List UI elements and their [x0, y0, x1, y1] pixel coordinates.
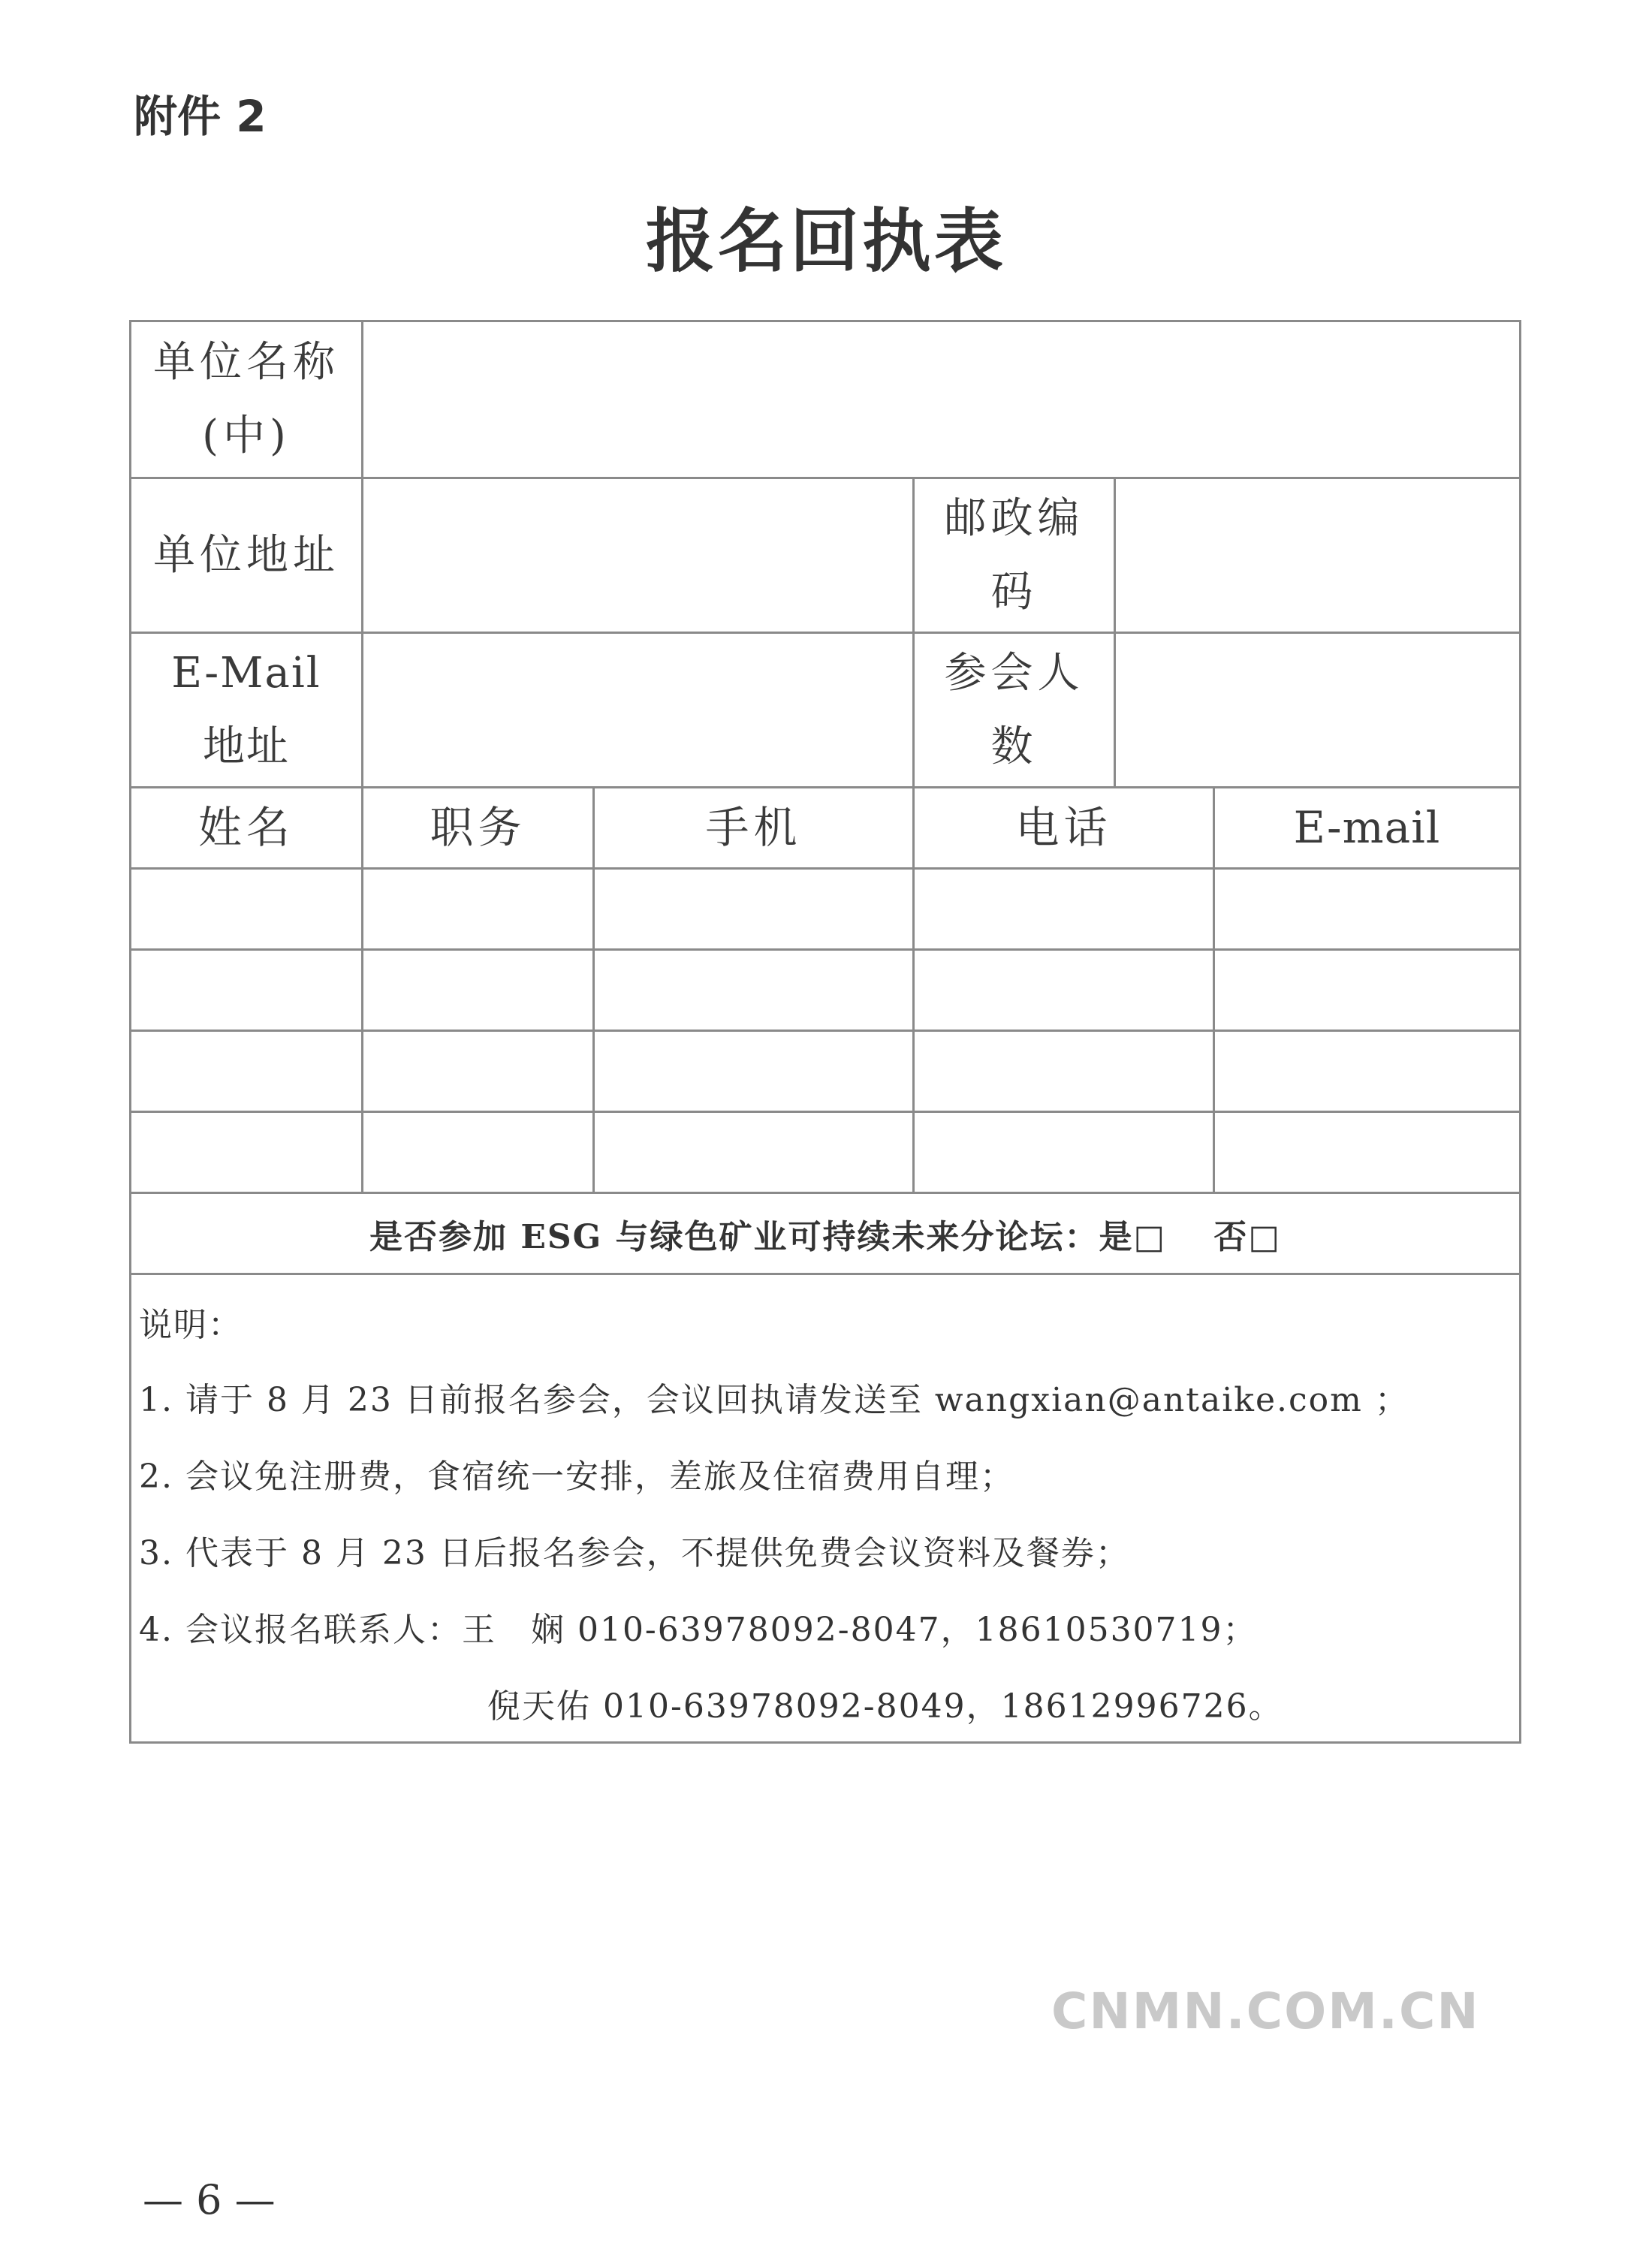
- col-header-name: 姓名: [197, 801, 294, 853]
- table-row-4-phone[interactable]: [915, 1113, 1213, 1192]
- attendee-count-label: 参会人数: [944, 648, 1084, 771]
- postal-code-field[interactable]: [1116, 479, 1519, 632]
- table-row-2-phone[interactable]: [915, 951, 1213, 1030]
- page-title: 报名回执表: [645, 201, 1006, 282]
- watermark-logo: CNMN.COM.CN: [1051, 1982, 1480, 2040]
- table-row-4-position[interactable]: [363, 1113, 592, 1192]
- notes-heading: 说明：: [139, 1306, 243, 1344]
- esg-forum-question[interactable]: 是否参加 ESG 与绿色矿业可持续未来分论坛：是□ 否□: [369, 1217, 1281, 1256]
- registration-form: [129, 320, 1521, 1744]
- note-item-1: 1. 请于 8 月 23 日前报名参会，会议回执请发送至 wangxian@antaike.com ；: [139, 1381, 1409, 1419]
- table-row-4-name[interactable]: [131, 1113, 361, 1192]
- note-item-3: 3. 代表于 8 月 23 日后报名参会，不提供免费会议资料及餐券；: [139, 1534, 1130, 1572]
- table-row-4-email[interactable]: [1215, 1113, 1519, 1192]
- table-row-1-position[interactable]: [363, 870, 592, 948]
- attachment-label: 附件 2: [134, 91, 267, 142]
- table-row-1-name[interactable]: [131, 870, 361, 948]
- table-row-1-mobile[interactable]: [595, 870, 912, 948]
- table-row-4-mobile[interactable]: [595, 1113, 912, 1192]
- page-number: — 6 —: [143, 2176, 276, 2223]
- col-header-phone: 电话: [1015, 801, 1112, 853]
- table-row-3-name[interactable]: [131, 1032, 361, 1111]
- table-row-2-position[interactable]: [363, 951, 592, 1030]
- org-name-label: 单位名称(中): [153, 338, 339, 460]
- org-address-field[interactable]: [363, 479, 912, 632]
- col-header-email: E-mail: [1293, 801, 1441, 853]
- table-row-3-mobile[interactable]: [595, 1032, 912, 1111]
- org-name-field[interactable]: [363, 322, 1519, 477]
- table-row-3-phone[interactable]: [915, 1032, 1213, 1111]
- col-header-position: 职务: [430, 801, 526, 853]
- table-row-3-email[interactable]: [1215, 1032, 1519, 1111]
- note-item-4-continued: 倪天佑 010-63978092-8049，18612996726。: [487, 1687, 1283, 1726]
- attendee-count-field[interactable]: [1116, 634, 1519, 786]
- table-row-3-position[interactable]: [363, 1032, 592, 1111]
- table-row-2-mobile[interactable]: [595, 951, 912, 1030]
- col-header-mobile: 手机: [705, 801, 802, 853]
- table-row-2-name[interactable]: [131, 951, 361, 1030]
- postal-code-label: 邮政编码: [944, 493, 1084, 617]
- note-item-4: 4. 会议报名联系人：王 娴 010-63978092-8047，18610530719；: [139, 1611, 1258, 1649]
- note-item-2: 2. 会议免注册费，食宿统一安排，差旅及住宿费用自理；: [139, 1458, 1014, 1496]
- email-address-label: E-Mail 地址: [171, 648, 321, 771]
- table-row-1-email[interactable]: [1215, 870, 1519, 948]
- email-address-field[interactable]: [363, 634, 912, 786]
- table-row-1-phone[interactable]: [915, 870, 1213, 948]
- org-address-label: 单位地址: [153, 530, 339, 580]
- table-row-2-email[interactable]: [1215, 951, 1519, 1030]
